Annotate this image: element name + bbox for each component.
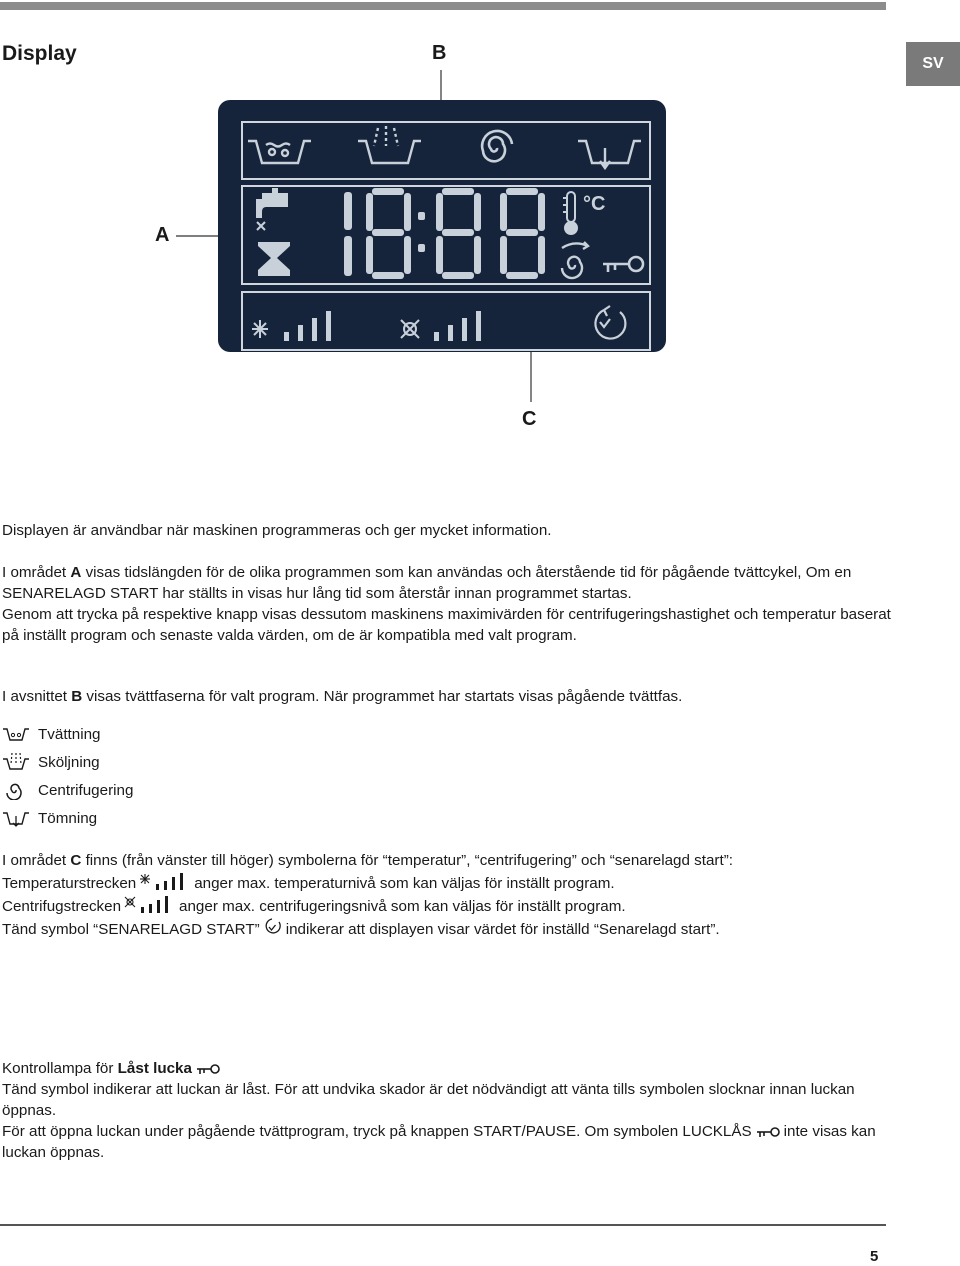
door-lock-key-icon [195, 1062, 221, 1076]
door-lock-key-icon [755, 1125, 781, 1139]
spin-bars-icon [124, 894, 176, 914]
rinse-icon [2, 752, 30, 772]
door-lock-paragraph: Kontrollampa för Låst lucka Tänd symbol indikerar att luckan är låst. För att undvika skador är det nödvändigt att vänta tills symbolen slocknar innan luckan öppnas. För att öppna luckan under pågående tvättprogram, tryck på knappen START/PAUSE. Om symbolen LUCKLÅS inte visas kan luckan öppnas. [2, 1060, 876, 1161]
spin-cross-icon [401, 320, 419, 338]
display-illustration [0, 0, 960, 420]
language-tab: SV [906, 42, 960, 86]
callout-c-label: C [522, 408, 537, 430]
list-item: Centrifugering [2, 778, 133, 802]
callout-b-label: B [432, 42, 447, 64]
temp-unit-label: °C [583, 193, 606, 215]
delayed-start-icon [263, 917, 283, 937]
area-c-ref: C [70, 852, 82, 869]
section-b-ref: B [71, 688, 83, 705]
drain-icon [2, 808, 30, 828]
area-a-paragraph: I området A visas tidslängden för de olika programmen som kan användas och återstående tid för pågående tvättcykel, Om en SENARELAGD START har ställts in visas hur lång tid som återstår innan programmet startas. Genom att trycka på respektive knapp visas dessutom maskinens maximivärden för centrifugeringshastighet och temperatur baserat på inställt program och senaste valda värden, om de är kompatibla med valt program. [2, 564, 891, 644]
temperature-bars-icon [139, 871, 191, 891]
temperature-snowflake-icon [252, 320, 268, 338]
section-b-paragraph: I avsnittet B visas tvättfaserna för valt program. När programmet har startats visas pågående tvättfas. [2, 688, 683, 705]
list-item: Sköljning [2, 750, 100, 774]
area-c-paragraph: I området C finns (från vänster till höger) symbolerna för “temperatur”, “centrifugering” och “senarelagd start”: Temperaturstrecken anger max. temperaturnivå som kan väljas för inställt program. Centrifugstrecken anger max. centrifugeringsnivå som kan väljas för inställt program. Tänd symbol “SENARELAGD START” indikerar att displayen visar värdet för inställd “Senarelagd start”. [2, 852, 733, 938]
spin-spiral-icon [2, 780, 30, 800]
intro-paragraph: Displayen är användbar när maskinen programmeras och ger mycket information. [2, 522, 552, 539]
bottom-rule [0, 1224, 886, 1226]
page-number: 5 [870, 1248, 879, 1265]
area-a-ref: A [70, 564, 82, 581]
list-item: Tvättning [2, 722, 100, 746]
door-lock-title: Låst lucka [117, 1060, 192, 1077]
list-item: Tömning [2, 806, 97, 830]
page-title: Display [2, 42, 77, 65]
callout-a-label: A [155, 224, 170, 246]
wash-tub-icon [2, 724, 30, 744]
